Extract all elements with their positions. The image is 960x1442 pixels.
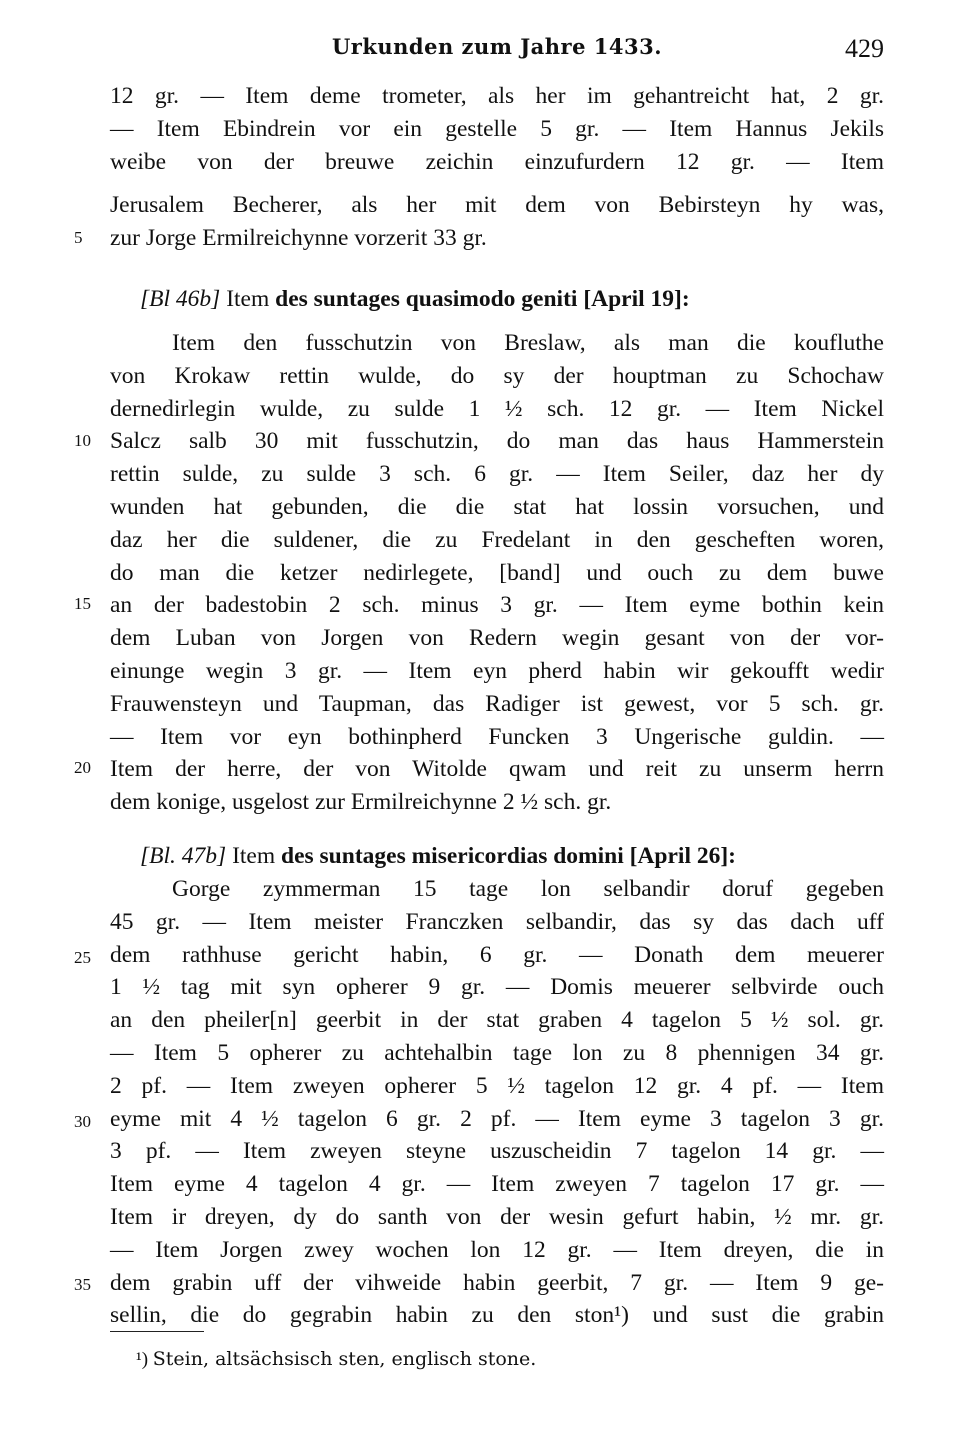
text-line: 3 pf. — Item zweyen steyne uszuscheidin 7 tagelon 14 gr. — xyxy=(110,1138,884,1164)
footnote-rule xyxy=(110,1331,204,1332)
item-word: Item xyxy=(226,843,282,869)
text-line: Jerusalem Becherer, als her mit dem von Bebirsteyn hy was, xyxy=(110,192,884,218)
text-line: sellin, die do gegrabin habin zu den ston¹) und sust die grabin xyxy=(110,1302,884,1328)
text-line: dernedirlegin wulde, zu sulde 1 ½ sch. 12 gr. — Item Nickel xyxy=(110,396,884,422)
section-heading xyxy=(140,283,884,315)
text-line: — Item Jorgen zwey wochen lon 12 gr. — Item dreyen, die in xyxy=(110,1237,884,1263)
text-line: wunden hat gebunden, die die stat hat lossin vorsuchen, und xyxy=(110,494,884,520)
text-line: Item ir dreyen, dy do santh von der wesin gefurt habin, ½ mr. gr. xyxy=(110,1204,884,1230)
text-line: rettin sulde, zu sulde 3 sch. 6 gr. — Item Seiler, daz her dy xyxy=(110,461,884,487)
running-head-title: Urkunden zum Jahre 1433. xyxy=(331,34,663,59)
text-line: — Item 5 opherer zu achtehalbin tage lon zu 8 phennigen 34 gr. xyxy=(110,1040,884,1066)
line-number: 15 xyxy=(74,594,91,613)
text-line: — Item Ebindrein vor ein gestelle 5 gr. — Item Hannus Jekils xyxy=(110,116,884,142)
text-line: weibe von der breuwe zeichin einzufurdern 12 gr. — Item xyxy=(110,149,884,175)
text-line: Frauwensteyn und Taupman, das Radiger ist gewest, vor 5 sch. gr. xyxy=(110,691,884,717)
text-line: an der badestobin 2 sch. minus 3 gr. — Item eyme bothin kein xyxy=(110,592,884,618)
footnote-text: Stein, altsächsisch sten, englisch stone. xyxy=(152,1348,537,1370)
text-line: dem konige, usgelost zur Ermilreichynne 2 ½ sch. gr. xyxy=(110,789,612,815)
text-line: Item der herre, der von Witolde qwam und reit zu unserm herrn xyxy=(110,756,884,782)
footnote-mark: ¹) xyxy=(136,1349,149,1370)
text-line: zur Jorge Ermilreichynne vorzerit 33 gr. xyxy=(110,225,487,251)
text-line: Item den fusschutzin von Breslaw, als man die koufluthe xyxy=(172,330,884,356)
section-heading xyxy=(140,840,884,872)
text-line: 1 ½ tag mit syn opherer 9 gr. — Domis meuerer selbvirde ouch xyxy=(110,974,884,1000)
folio-reference: [Bl 46b] xyxy=(140,286,221,312)
text-line: von Krokaw rettin wulde, do sy der houptman zu Schochaw xyxy=(110,363,884,389)
text-line: — Item vor eyn bothinpherd Funcken 3 Ungerische guldin. — xyxy=(110,724,884,750)
line-number: 25 xyxy=(74,948,91,967)
text-line: daz her die suldener, die zu Fredelant in den gescheften woren, xyxy=(110,527,884,553)
page-number: 429 xyxy=(845,34,884,63)
footnote xyxy=(136,1346,536,1373)
text-line: Salcz salb 30 mit fusschutzin, do man das haus Hammerstein xyxy=(110,428,884,454)
text-line: Gorge zymmerman 15 tage lon selbandir doruf gegeben xyxy=(172,876,884,902)
text-line: Item eyme 4 tagelon 4 gr. — Item zweyen 7 tagelon 17 gr. — xyxy=(110,1171,884,1197)
text-line: eyme mit 4 ½ tagelon 6 gr. 2 pf. — Item eyme 3 tagelon 3 gr. xyxy=(110,1106,884,1132)
line-number: 5 xyxy=(74,228,83,247)
text-line: 2 pf. — Item zweyen opherer 5 ½ tagelon 12 gr. 4 pf. — Item xyxy=(110,1073,884,1099)
running-head xyxy=(110,34,884,68)
item-word: Item xyxy=(220,286,276,312)
folio-reference: [Bl. 47b] xyxy=(140,843,227,869)
text-line: einunge wegin 3 gr. — Item eyn pherd habin wir gekoufft wedir xyxy=(110,658,884,684)
text-line: an den pheiler[n] geerbit in der stat graben 4 tagelon 5 ½ sol. gr. xyxy=(110,1007,884,1033)
heading-text: des suntages quasimodo geniti [April 19]: xyxy=(275,286,690,312)
text-line: dem Luban von Jorgen von Redern wegin gesant von der vor- xyxy=(110,625,884,651)
text-line: 12 gr. — Item deme trometer, als her im gehantreicht hat, 2 gr. xyxy=(110,83,884,109)
line-number: 30 xyxy=(74,1112,91,1131)
line-number: 35 xyxy=(74,1275,91,1294)
line-number: 20 xyxy=(74,758,91,777)
line-number: 10 xyxy=(74,431,91,450)
text-line: dem rathhuse gericht habin, 6 gr. — Donath dem meuerer xyxy=(110,942,884,968)
text-line: dem grabin uff der vihweide habin geerbit, 7 gr. — Item 9 ge- xyxy=(110,1270,884,1296)
text-line: do man die ketzer nedirlegete, [band] und ouch zu dem buwe xyxy=(110,560,884,586)
heading-text: des suntages misericordias domini [April 26]: xyxy=(281,843,736,869)
text-line: 45 gr. — Item meister Franczken selbandir, das sy das dach uff xyxy=(110,909,884,935)
